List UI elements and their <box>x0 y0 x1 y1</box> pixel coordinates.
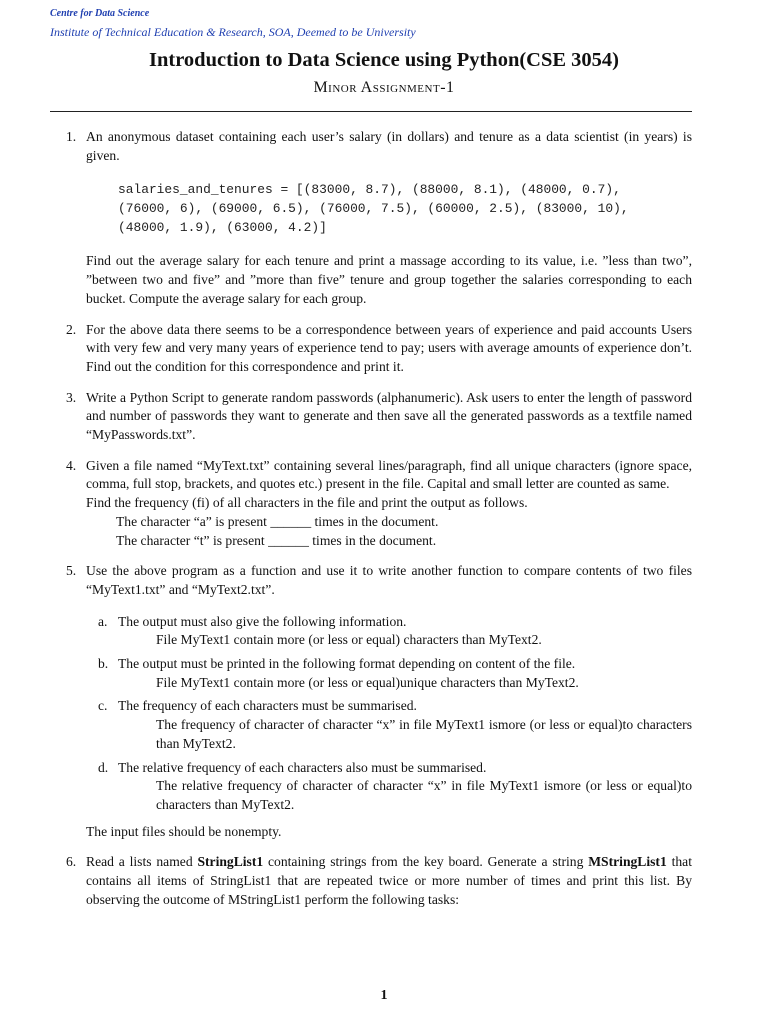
question-number: 6. <box>66 854 77 870</box>
question-text: Given a file named “MyText.txt” containing several lines/paragraph, find all unique characters (ignore space, comma, full stop, brackets, and quotes etc.) present in the file. Capital and small letter are counted as same. <box>86 457 692 492</box>
sub-question-letter: a. <box>98 613 108 629</box>
question-number: 3. <box>66 389 77 405</box>
sub-question-detail: The relative frequency of character of character “x” in file MyText1 ismore (or less or equal)to characters than MyText2. <box>156 778 692 812</box>
question-5 <box>66 562 692 841</box>
question-1 <box>66 128 692 309</box>
page-number: 1 <box>380 988 388 1003</box>
question-3 <box>66 389 692 445</box>
text-run: Read a lists named <box>86 854 198 870</box>
question-text <box>86 853 692 909</box>
frequency-instruction: Find the frequency (fi) of all characters in the file and print the output as follows. <box>86 495 528 511</box>
question-text: An anonymous dataset containing each user’s salary (in dollars) and tenure as a data scientist (in years) is given. <box>86 129 692 163</box>
question-text: Use the above program as a function and use it to write another function to compare contents of two files “MyText1.txt” and “MyText2.txt”. <box>86 563 692 597</box>
text-run: containing strings from the key board. Generate a string <box>263 854 589 870</box>
question-number: 1. <box>66 129 77 144</box>
sub-question-letter: d. <box>98 759 109 775</box>
text-run: that contains all items of StringList1 that are repeated twice or more number of times and print this list. By observing the outcome of MStringList1 perform the following tasks: <box>86 854 692 907</box>
question-number: 4. <box>66 457 77 473</box>
centre-name: Centre for Data Science <box>50 8 150 19</box>
question-6 <box>66 853 692 909</box>
sub-question <box>86 613 692 650</box>
question-text: Write a Python Script to generate random passwords (alphanumeric). Ask users to enter the length of password and number of passwords they want to generate and then save all the generated passwords as a textfile named “MyPasswords.txt”. <box>86 389 692 443</box>
page-title: Introduction to Data Science using Python(CSE 3054) <box>148 49 620 71</box>
code-block: salaries_and_tenures = [(83000, 8.7), (88000, 8.1), (48000, 0.7), (76000, 6), (69000, 6.5), (76000, 7.5), (60000, 2.5), (83000, 10), (48000, 1.9), (63000, 4.2)] <box>118 182 629 236</box>
sub-question-letter: c. <box>98 698 108 714</box>
sub-question <box>86 697 692 753</box>
question-4 <box>66 457 692 551</box>
question-number: 2. <box>66 321 77 337</box>
sub-question-text: The frequency of each characters must be summarised. <box>118 698 417 714</box>
question-footer: The input files should be nonempty. <box>86 823 282 839</box>
institute-name: Institute of Technical Education & Research, SOA, Deemed to be University <box>50 25 416 39</box>
sub-question-text: The output must be printed in the following format depending on content of the file. <box>118 656 576 672</box>
stringlist1-term: StringList1 <box>197 854 264 870</box>
assignment-body <box>66 128 692 922</box>
question-number: 5. <box>66 563 77 579</box>
sub-question-detail: File MyText1 contain more (or less or equal) characters than MyText2. <box>156 632 542 648</box>
title-divider <box>50 111 692 112</box>
sub-question <box>86 759 692 815</box>
question-2 <box>66 321 692 377</box>
mstringlist1-term: MStringList1 <box>588 854 667 870</box>
sub-question-detail: The frequency of character of character “x” in file MyText1 ismore (or less or equal)to characters than MyText2. <box>156 717 692 751</box>
sub-question <box>86 655 692 692</box>
sub-question-list <box>86 613 692 815</box>
question-task: Find out the average salary for each tenure and print a massage according to its value, i.e. ”less than two”, ”between two and five” and ”more than five” tenure and group together the salaries corresponding to each bucket. Compute the average salary for each group. <box>86 253 692 306</box>
sub-question-text: The relative frequency of each characters also must be summarised. <box>118 759 487 775</box>
sub-question-text: The output must also give the following information. <box>118 613 407 629</box>
sub-question-letter: b. <box>98 656 109 672</box>
page-subtitle: Minor Assignment-1 <box>313 79 455 96</box>
output-example-t: The character “t” is present ______ times in the document. <box>116 532 437 548</box>
sub-question-detail: File MyText1 contain more (or less or equal)unique characters than MyText2. <box>156 674 579 690</box>
question-text: For the above data there seems to be a correspondence between years of experience and paid accounts Users with very few and very many years of experience tend to pay; users with average amounts of experience don’t. Find out the condition for this correspondence and print it. <box>86 321 692 374</box>
output-example-a: The character “a” is present ______ times in the document. <box>116 513 439 529</box>
